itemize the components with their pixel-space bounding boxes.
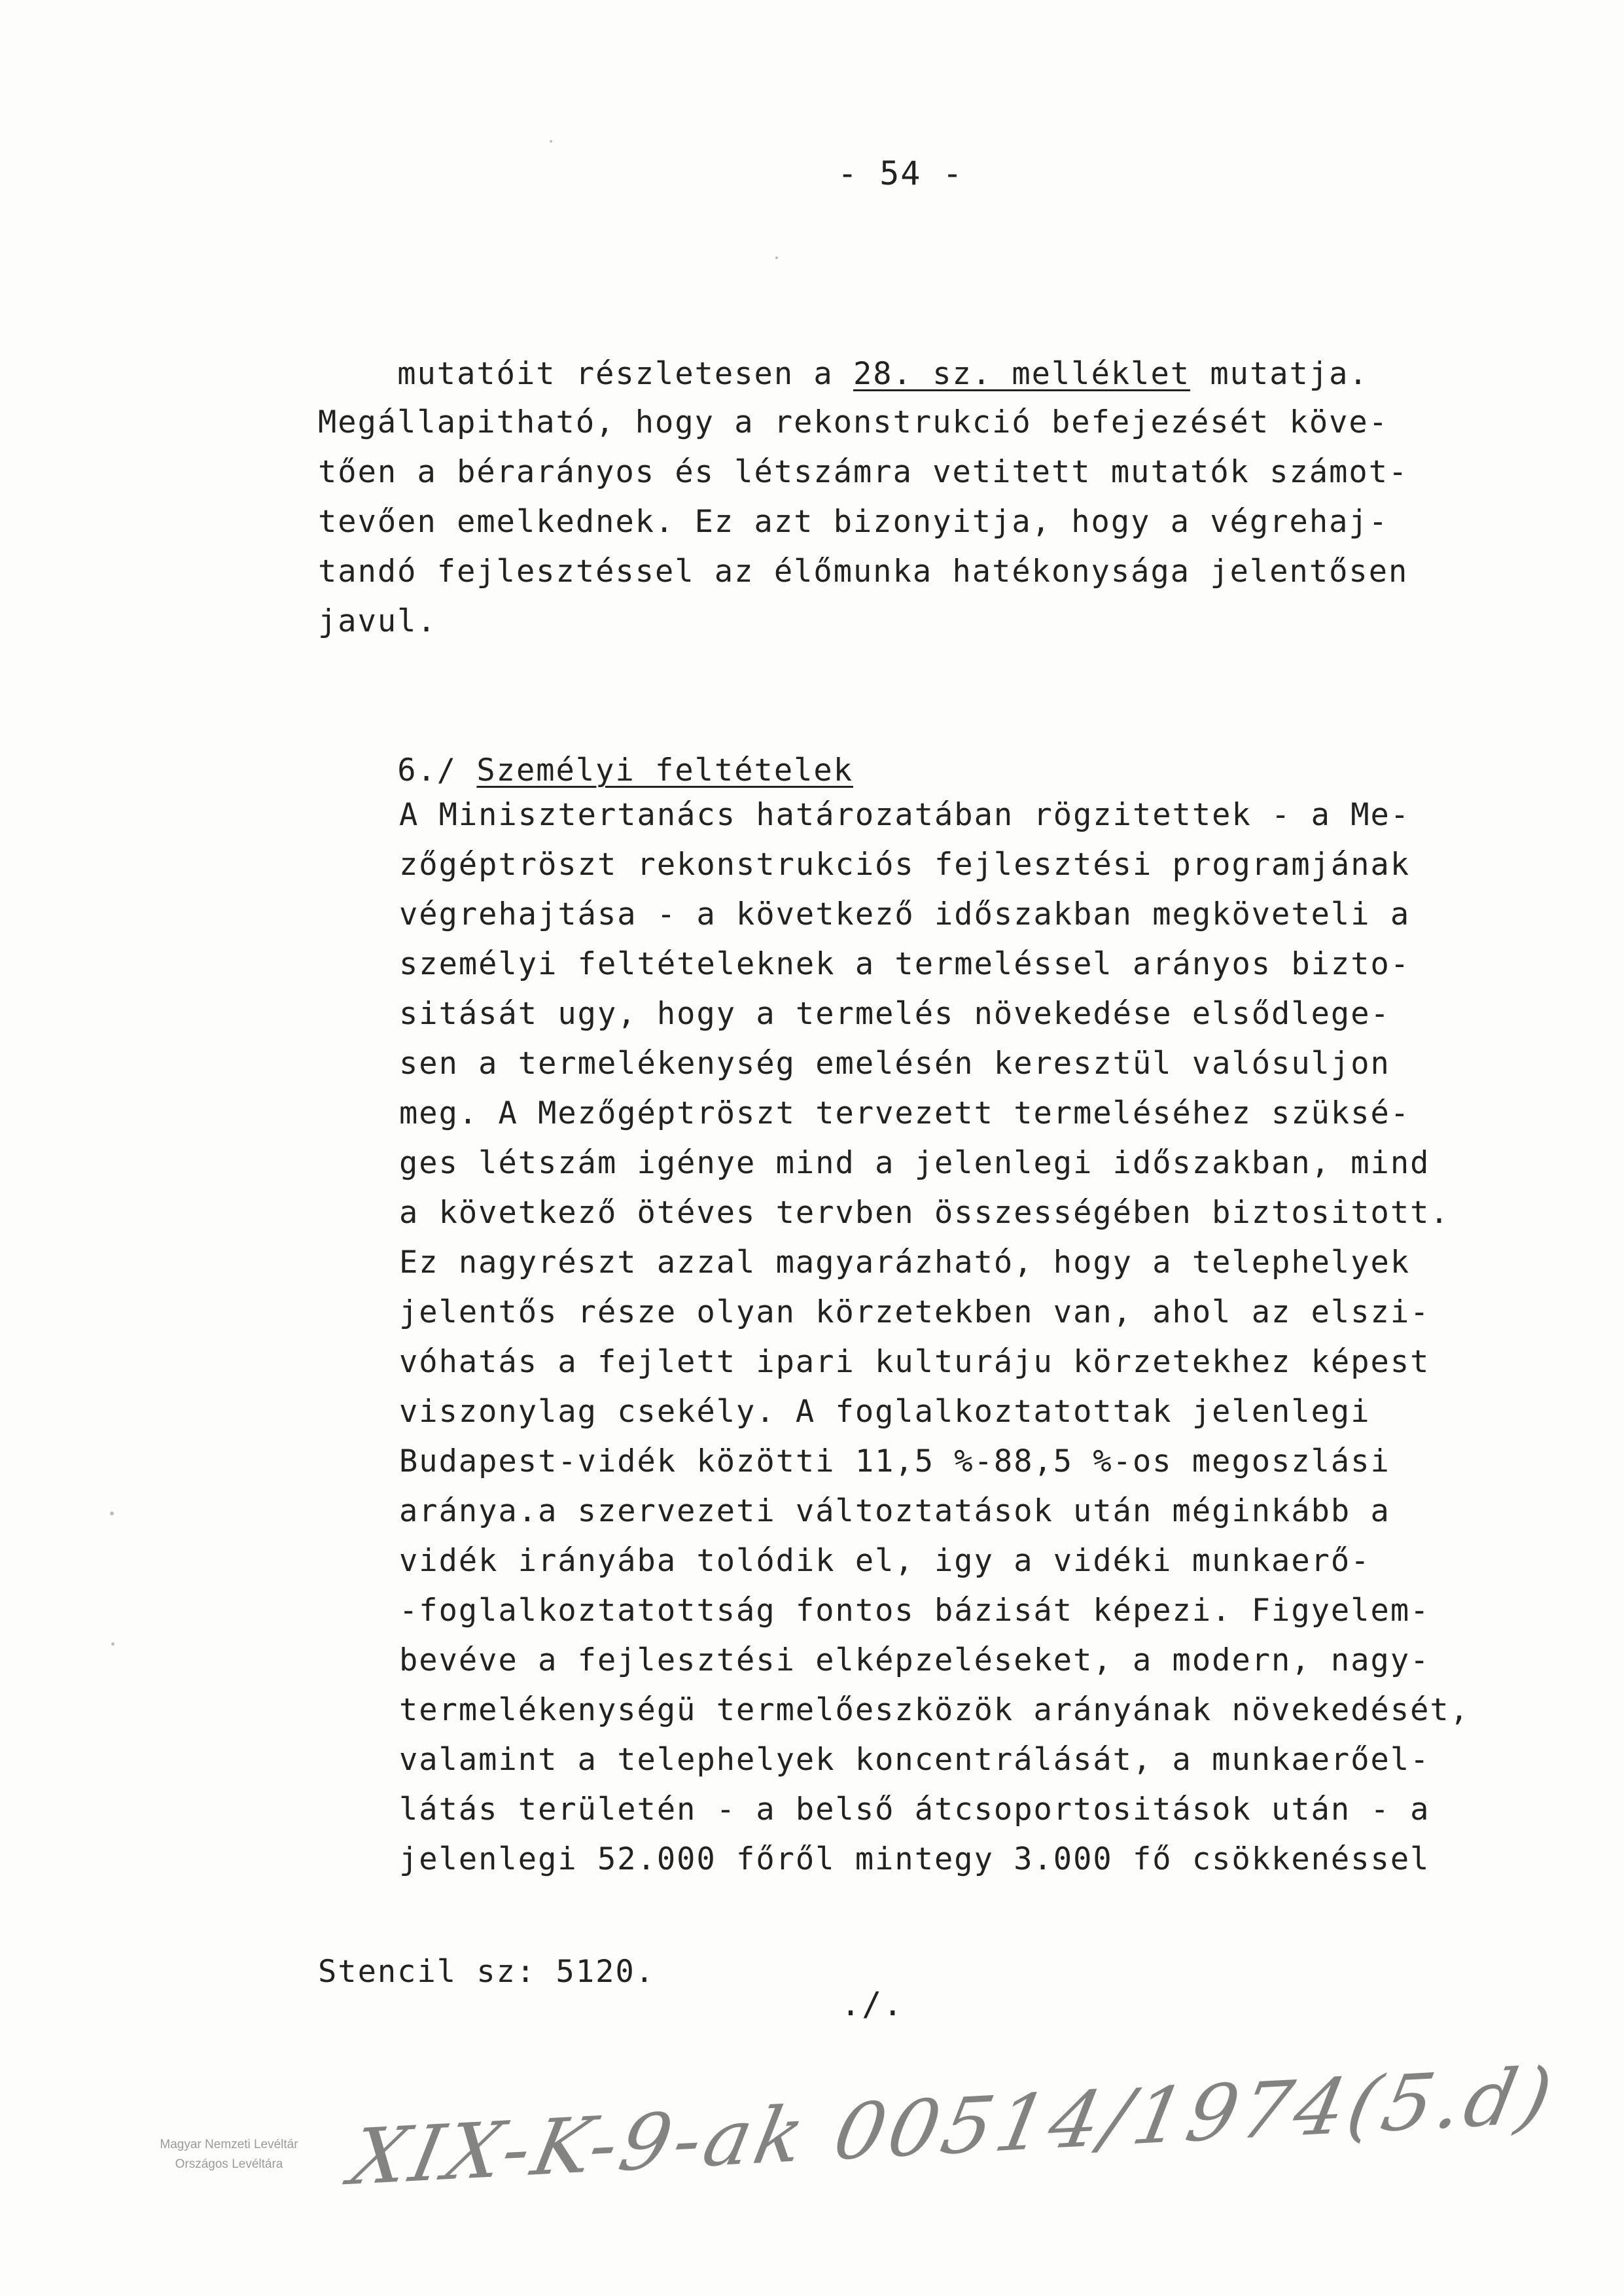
section-title: Személyi feltételek <box>476 752 854 788</box>
paper-speck <box>110 1511 114 1515</box>
paragraph-line: Budapest-vidék közötti 11,5 %-88,5 %-os megoszlási <box>399 1443 1390 1479</box>
paragraph-line: ges létszám igénye mind a jelenlegi időszakban, mind <box>399 1145 1430 1181</box>
paragraph-line: javul. <box>318 603 437 639</box>
paragraph-line: vidék irányába tolódik el, igy a vidéki munkaerő- <box>399 1543 1371 1579</box>
paragraph-line: termelékenységü termelőeszközök arányának növekedését, <box>399 1692 1470 1728</box>
paragraph-line: zőgéptröszt rekonstrukciós fejlesztési programjának <box>399 847 1411 883</box>
paragraph-line: -foglalkoztatottság fontos bázisát képezi. Figyelem- <box>399 1593 1430 1629</box>
paper-speck <box>775 256 778 259</box>
paragraph-line: jelenlegi 52.000 főről mintegy 3.000 fő csökkenéssel <box>399 1841 1430 1877</box>
handwritten-reference-text: XIX-K-9-ak 00514/1974(5.d) <box>344 2050 1564 2202</box>
paragraph-line: valamint a telephelyek koncentrálását, a munkaerőel- <box>399 1742 1430 1778</box>
paragraph-line: tandó fejlesztéssel az élőmunka hatékonysága jelentősen <box>318 554 1409 590</box>
paragraph-line: bevéve a fejlesztési elképzeléseket, a modern, nagy- <box>399 1642 1430 1678</box>
paragraph-line: aránya.a szervezeti változtatások után méginkább a <box>399 1493 1390 1529</box>
paragraph-line: Megállapitható, hogy a rekonstrukció befejezését köve- <box>318 404 1389 440</box>
section-number: 6./ <box>397 752 457 788</box>
paragraph-line: viszonylag csekély. A foglalkoztatottak jelenlegi <box>399 1394 1371 1430</box>
stencil-number: Stencil sz: 5120. <box>318 1954 656 1990</box>
paper-speck <box>111 1642 115 1646</box>
paragraph-line: jelentős része olyan körzetekben van, ahol az elszi- <box>399 1294 1430 1330</box>
paragraph-line: látás területén - a belső átcsoportositások után - a <box>399 1792 1430 1828</box>
paragraph-line: a következő ötéves tervben összességében biztositott. <box>399 1195 1450 1231</box>
paragraph-line: A Minisztertanács határozatában rögzitettek - a Me- <box>399 797 1411 833</box>
archive-stamp-line: Magyar Nemzeti Levéltár <box>160 2138 298 2151</box>
paper-speck <box>550 140 552 143</box>
paragraph-line: tevően emelkednek. Ez azt bizonyitja, hogy a végrehaj- <box>318 504 1389 540</box>
paragraph-line: sitását ugy, hogy a termelés növekedése elsődlege- <box>399 996 1390 1032</box>
intro-text-after: mutatja. <box>1190 356 1369 392</box>
paragraph-line: tően a bérarányos és létszámra vetitett mutatók számot- <box>318 454 1409 490</box>
page-number: - 54 - <box>838 154 964 192</box>
paragraph-line: Ez nagyrészt azzal magyarázható, hogy a telephelyek <box>399 1245 1411 1280</box>
paragraph-line: meg. A Mezőgéptröszt tervezett termeléséhez szüksé- <box>399 1095 1411 1131</box>
intro-text-before: mutatóit részletesen a <box>397 356 854 392</box>
archive-stamp-line: Országos Levéltára <box>175 2157 283 2171</box>
paragraph-line: sen a termelékenység emelésén keresztül valósuljon <box>399 1046 1390 1082</box>
paragraph-line: személyi feltételeknek a termeléssel arányos bizto- <box>399 946 1411 982</box>
annex-reference: 28. sz. melléklet <box>853 356 1191 392</box>
paragraph-line: vóhatás a fejlett ipari kulturáju körzetekhez képest <box>399 1344 1430 1380</box>
archive-stamp <box>118 2135 340 2174</box>
handwritten-reference <box>344 2050 1564 2251</box>
continuation-mark: ./. <box>841 1985 904 2023</box>
paragraph-line: végrehajtása - a következő időszakban megköveteli a <box>399 896 1411 932</box>
